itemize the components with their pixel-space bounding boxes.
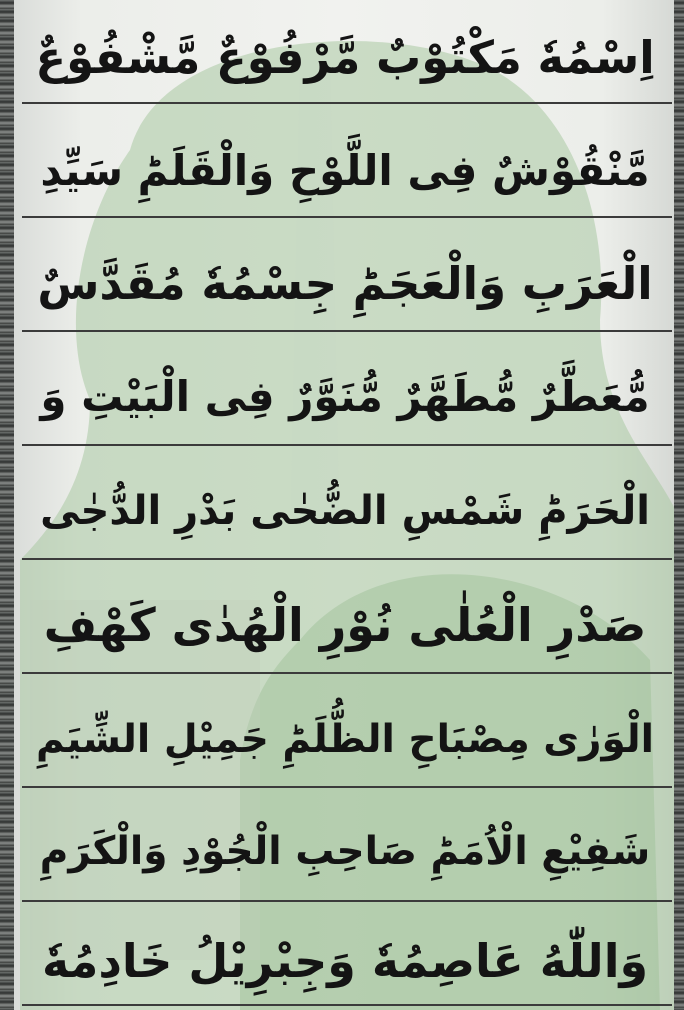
line-text: مُّعَطَّرٌ مُّطَهَّرٌ مُّنَوَّرٌ فِى الْبَيْتِ وَ [40,372,650,421]
line-text: الْوَرٰى مِصْبَاحِ الظُّلَمِؕ جَمِيْلِ الشِّيَمِ [36,716,654,762]
text-line-8 [16,794,674,908]
text-line-9 [16,904,674,1010]
text-line-7 [16,682,674,796]
text-line-6 [16,568,674,682]
right-border [674,0,684,1010]
text-lines [16,0,674,1010]
text-line-1 [16,0,674,114]
line-text: وَاللّٰهُ عَاصِمُهٗ وَجِبْرِيْلُ خَادِمُهٗ [41,934,649,988]
text-line-4 [16,340,674,454]
line-text: اِسْمُهٗ مَكْتُوْبٌ مَّرْفُوْعٌ مَّشْفُوْعٌ [35,30,655,84]
left-border [0,0,14,1010]
line-text: الْعَرَبِ وَالْعَجَمِؕ جِسْمُهٗ مُقَدَّسٌ [37,256,653,310]
line-text: شَفِيْعِ الْاُمَمِؕ صَاحِبِ الْجُوْدِ وَالْكَرَمِ [39,828,651,874]
line-text: صَدْرِ الْعُلٰى نُوْرِ الْهُدٰى كَهْفِ [43,598,647,652]
text-line-5 [16,454,674,568]
line-text: مَّنْقُوْشٌ فِى اللَّوْحِ وَالْقَلَمِؕ سَيِّدِ [40,146,650,195]
text-line-2 [16,114,674,228]
text-line-3 [16,226,674,340]
line-text: الْحَرَمِؕ شَمْسِ الضُّحٰى بَدْرِ الدُّجٰى [40,488,650,534]
